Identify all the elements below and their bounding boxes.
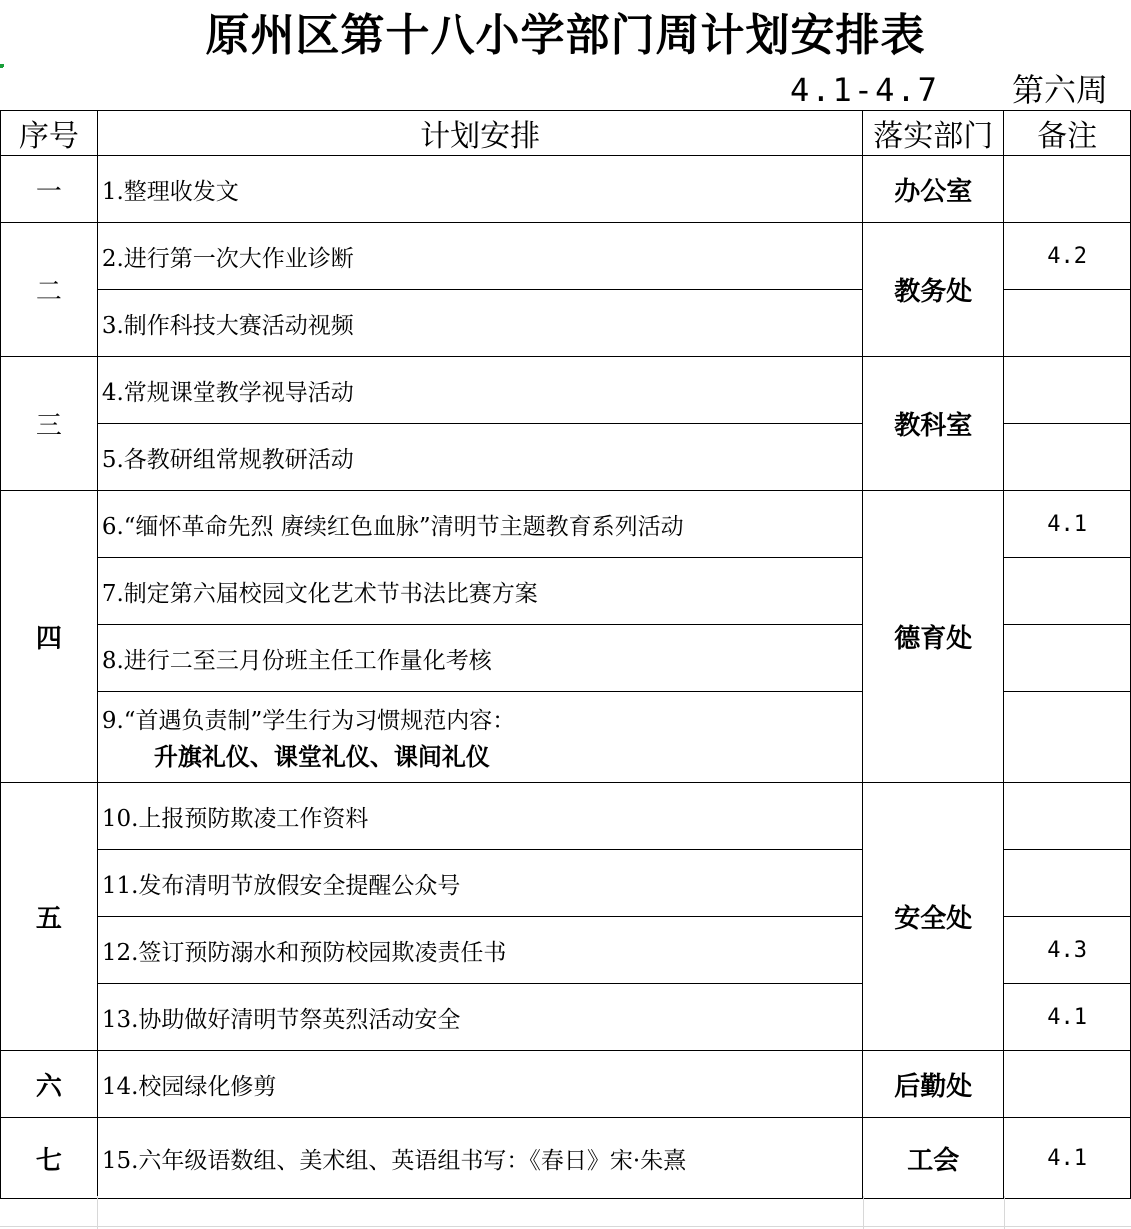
plan-item[interactable]: 1.整理收发文 bbox=[97, 156, 863, 223]
dept-cell: 办公室 bbox=[863, 156, 1004, 223]
dept-cell: 工会 bbox=[863, 1118, 1004, 1199]
dept-cell: 后勤处 bbox=[863, 1051, 1004, 1118]
sheet-gridline bbox=[1004, 1196, 1005, 1229]
dept-cell: 教科室 bbox=[863, 357, 1004, 491]
page-title: 原州区第十八小学部门周计划安排表 bbox=[205, 10, 926, 61]
group-index: 二 bbox=[1, 223, 98, 357]
plan-table bbox=[0, 110, 1131, 1199]
plan-item[interactable]: 11.发布清明节放假安全提醒公众号 bbox=[97, 850, 863, 917]
plan-item[interactable]: 14.校园绿化修剪 bbox=[97, 1051, 863, 1118]
header-index: 序号 bbox=[1, 111, 98, 156]
note-cell[interactable]: 4.3 bbox=[1004, 917, 1131, 984]
plan-item[interactable] bbox=[97, 692, 863, 783]
group-index: 三 bbox=[1, 357, 98, 491]
dept-cell: 安全处 bbox=[863, 783, 1004, 1051]
plan-item[interactable]: 12.签订预防溺水和预防校园欺凌责任书 bbox=[97, 917, 863, 984]
note-cell[interactable] bbox=[1004, 424, 1131, 491]
week-label: 第六周 bbox=[1012, 71, 1109, 109]
note-cell[interactable] bbox=[1004, 156, 1131, 223]
dept-cell: 教务处 bbox=[863, 223, 1004, 357]
note-cell[interactable] bbox=[1004, 1051, 1131, 1118]
plan-item[interactable]: 6.“缅怀革命先烈 赓续红色血脉”清明节主题教育系列活动 bbox=[97, 491, 863, 558]
note-cell[interactable] bbox=[1004, 290, 1131, 357]
note-cell[interactable]: 4.1 bbox=[1004, 984, 1131, 1051]
note-cell[interactable]: 4.1 bbox=[1004, 1118, 1131, 1199]
note-cell[interactable] bbox=[1004, 850, 1131, 917]
sheet-gridline bbox=[97, 1196, 98, 1229]
plan-item-line2: 升旗礼仪、课堂礼仪、课间礼仪 bbox=[153, 743, 490, 771]
plan-item[interactable]: 4.常规课堂教学视导活动 bbox=[97, 357, 863, 424]
plan-item[interactable]: 7.制定第六届校园文化艺术节书法比赛方案 bbox=[97, 558, 863, 625]
table-row bbox=[1, 223, 1131, 290]
plan-item[interactable]: 8.进行二至三月份班主任工作量化考核 bbox=[97, 625, 863, 692]
note-cell[interactable] bbox=[1004, 692, 1131, 783]
header-row bbox=[1, 111, 1131, 156]
group-index: 七 bbox=[1, 1118, 98, 1199]
group-index: 五 bbox=[1, 783, 98, 1051]
table-row bbox=[1, 1051, 1131, 1118]
sheet-gridline bbox=[863, 1196, 864, 1229]
note-cell[interactable] bbox=[1004, 558, 1131, 625]
header-dept: 落实部门 bbox=[863, 111, 1004, 156]
note-cell[interactable]: 4.2 bbox=[1004, 223, 1131, 290]
group-index: 四 bbox=[1, 491, 98, 783]
plan-item[interactable]: 13.协助做好清明节祭英烈活动安全 bbox=[97, 984, 863, 1051]
plan-item[interactable]: 3.制作科技大赛活动视频 bbox=[97, 290, 863, 357]
plan-item[interactable]: 10.上报预防欺凌工作资料 bbox=[97, 783, 863, 850]
plan-item[interactable]: 5.各教研组常规教研活动 bbox=[97, 424, 863, 491]
note-cell[interactable] bbox=[1004, 783, 1131, 850]
cell-selection-marker bbox=[0, 64, 4, 68]
table-row bbox=[1, 357, 1131, 424]
table-row bbox=[1, 491, 1131, 558]
table-row bbox=[1, 1118, 1131, 1199]
group-index: 六 bbox=[1, 1051, 98, 1118]
table-row bbox=[1, 156, 1131, 223]
header-note: 备注 bbox=[1004, 111, 1131, 156]
plan-item-line1: 9.“首遇负责制”学生行为习惯规范内容： bbox=[101, 708, 516, 734]
group-index: 一 bbox=[1, 156, 98, 223]
header-plan: 计划安排 bbox=[97, 111, 863, 156]
sheet-gridline bbox=[0, 1226, 1131, 1227]
plan-item[interactable]: 2.进行第一次大作业诊断 bbox=[97, 223, 863, 290]
note-cell[interactable]: 4.1 bbox=[1004, 491, 1131, 558]
plan-item[interactable]: 15.六年级语数组、美术组、英语组书写：《春日》宋·朱熹 bbox=[97, 1118, 863, 1199]
note-cell[interactable] bbox=[1004, 625, 1131, 692]
dept-cell: 德育处 bbox=[863, 491, 1004, 783]
date-range: 4.1-4.7 bbox=[790, 71, 939, 109]
note-cell[interactable] bbox=[1004, 357, 1131, 424]
table-row bbox=[1, 783, 1131, 850]
